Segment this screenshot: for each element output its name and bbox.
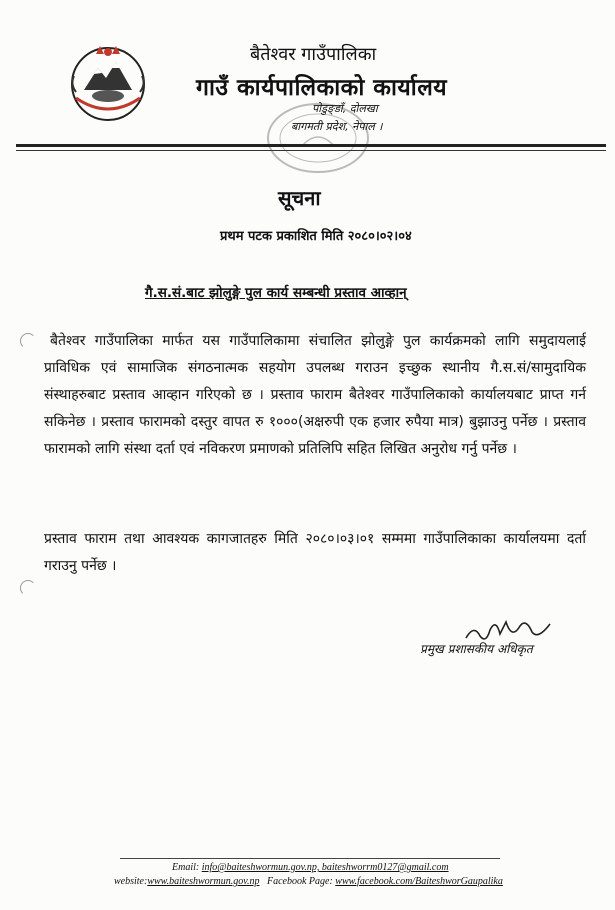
notice-deadline-paragraph: प्रस्ताव फाराम तथा आवश्यक कागजातहरु मिति २०८०।०३।०१ सम्ममा गाउँपालिकाका कार्यालयमा दर्ता गराउनु पर्नेछ । xyxy=(44,531,586,574)
website-label: website: xyxy=(114,876,148,887)
punch-hole-icon xyxy=(20,333,36,349)
notice-title: सूचना xyxy=(278,186,321,210)
email-label: Email: xyxy=(172,862,200,873)
facebook-link[interactable]: www.facebook.com/BaiteshworGaupalika xyxy=(335,876,503,887)
footer-email-line xyxy=(172,862,449,873)
footer-divider xyxy=(120,858,500,859)
first-published-date: प्रथम पटक प्रकाशित मिति २०८०।०२।०४ xyxy=(220,229,412,244)
header-divider xyxy=(16,144,606,147)
website-link[interactable]: www.baiteshwormun.gov.np xyxy=(147,876,260,887)
header-divider-thin xyxy=(16,150,606,151)
facebook-label: Facebook Page: xyxy=(266,876,333,887)
office-name: गाउँ कार्यपालिकाको कार्यालय xyxy=(196,75,448,101)
municipality-name: बैतेश्वर गाउँपालिका xyxy=(250,44,377,65)
footer-web-line xyxy=(114,876,503,887)
notice-body-paragraph: बैतेश्वर गाउँपालिका मार्फत यस गाउँपालिकामा संचालित झोलुङ्गे पुल कार्यक्रमको लागि समुदायलाई प्राविधिक एवं सामाजिक संगठनात्मक सहयोग उपलब्ध गराउन इच्छुक स्थानीय गै.स.सं/सामुदायिक संस्थाहरुबाट प्रस्ताव आव्हान गरिएको छ । प्रस्ताव फाराम बैतेश्वर गाउँपालिकाको कार्यालयबाट प्राप्त गर्न सकिनेछ । प्रस्ताव फारामको दस्तुर वापत रु १०००(अक्षरुपी एक हजार रुपैया मात्र) बुझाउनु पर्नेछ । प्रस्ताव फारामको लागि संस्था दर्ता एवं नविकरण प्रमाणको प्रतिलिपि सहित लिखित अनुरोध गर्नु पर्नेछ । xyxy=(44,333,586,457)
office-location: पोडुङ्डाँ, दोलखा xyxy=(312,102,378,115)
signatory-title: प्रमुख प्रशासकीय अधिकृत xyxy=(420,642,533,656)
punch-hole-icon xyxy=(20,580,36,596)
nepal-emblem-icon xyxy=(66,40,150,124)
office-province: बागमती प्रदेश, नेपाल । xyxy=(291,120,383,133)
email-link[interactable]: info@baiteshwormun.gov.np, baiteshworrm0127@gmail.com xyxy=(201,862,449,873)
notice-subject: गै.स.सं.बाट झोलुङ्गे पुल कार्य सम्बन्धी प्रस्ताव आव्हान् xyxy=(145,285,407,301)
